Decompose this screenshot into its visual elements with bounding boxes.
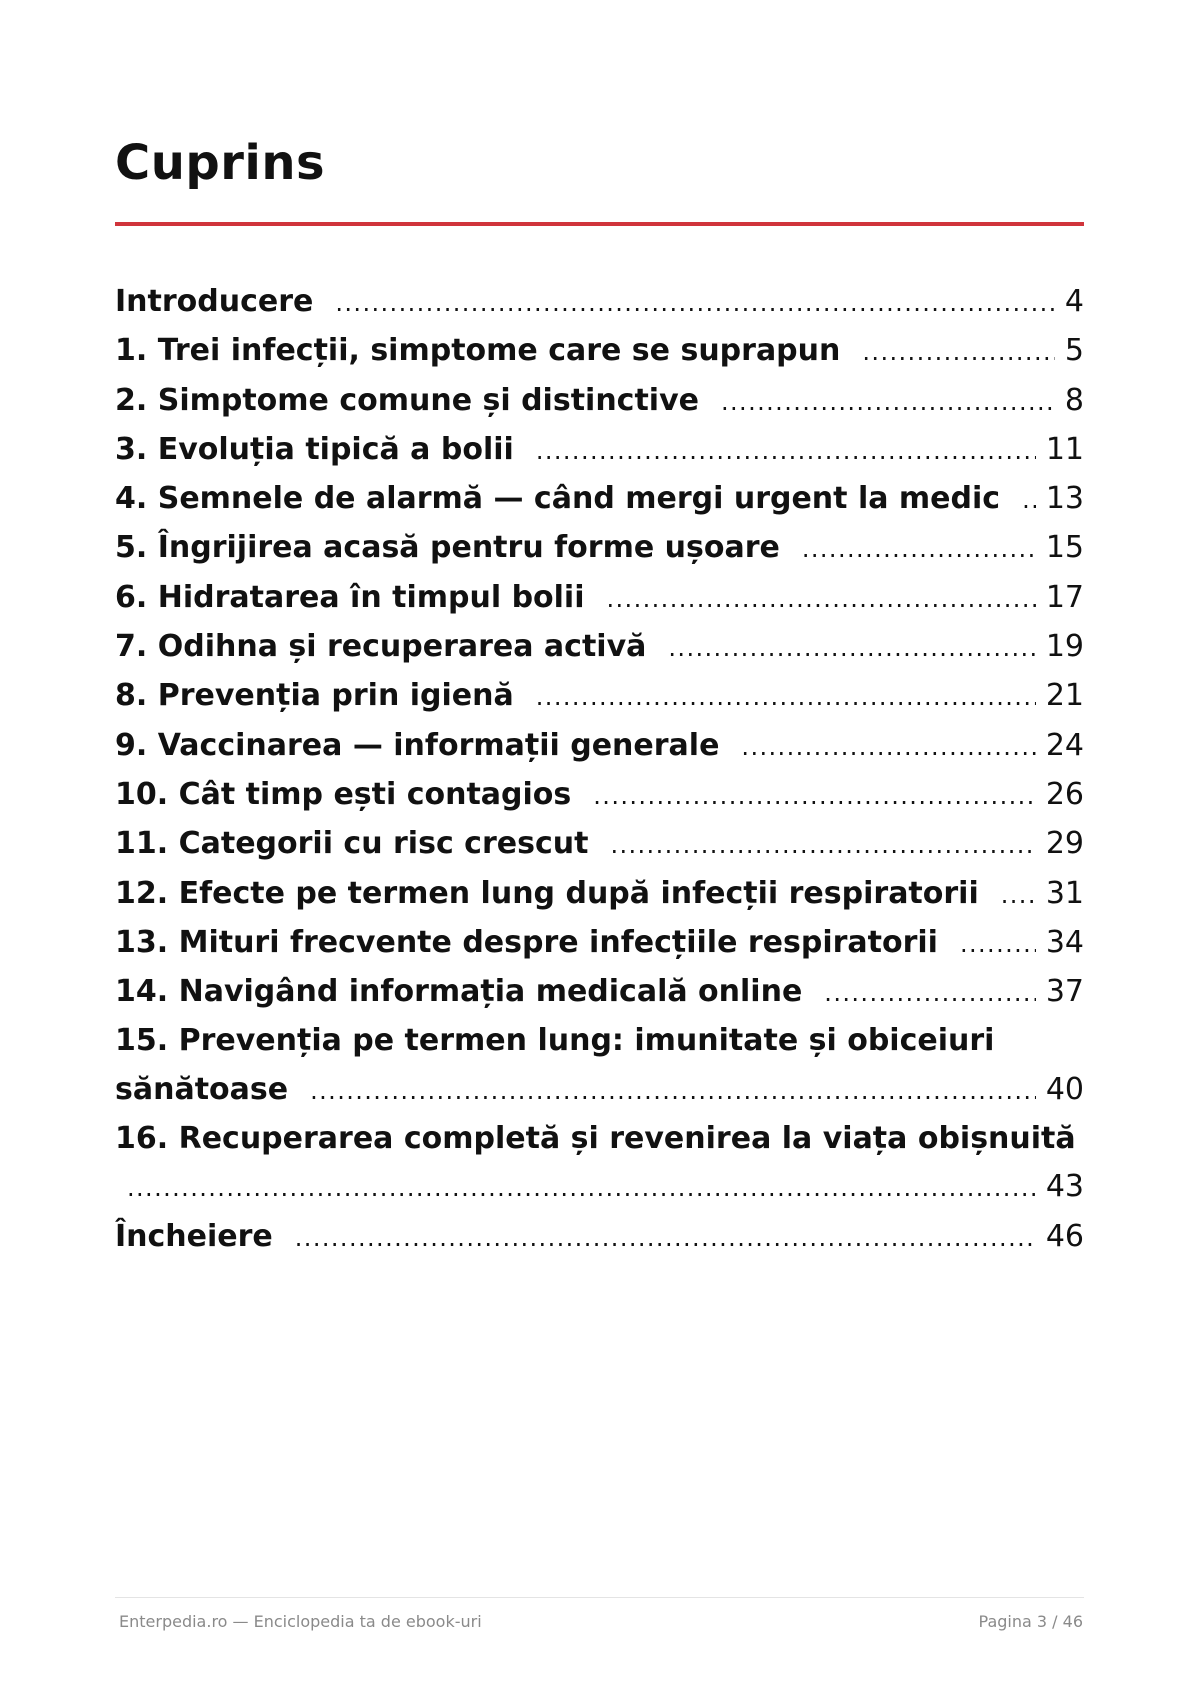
toc-entry-incheiere[interactable] bbox=[115, 1213, 1084, 1262]
toc-entry-page: 5 bbox=[1064, 333, 1084, 369]
dot-leader bbox=[668, 624, 1035, 672]
dot-leader bbox=[1001, 871, 1036, 919]
toc-entry-page: 15 bbox=[1045, 530, 1084, 566]
dot-leader bbox=[607, 575, 1036, 623]
toc-entry-page: 34 bbox=[1045, 924, 1084, 960]
toc-entry-label: 15. Prevenția pe termen lung: imunitate și obiceiuri bbox=[115, 1023, 995, 1059]
toc-entry-page: 40 bbox=[1045, 1071, 1084, 1107]
toc-entry-label: 9. Vaccinarea — informații generale bbox=[115, 727, 720, 763]
dot-leader bbox=[536, 427, 1036, 475]
toc-entry-page: 26 bbox=[1045, 776, 1084, 812]
dot-leader bbox=[721, 378, 1055, 426]
dot-leader bbox=[610, 821, 1035, 869]
toc-entry-label: 5. Îngrijirea acasă pentru forme ușoare bbox=[115, 530, 780, 566]
toc-entry-continuation bbox=[115, 1163, 1084, 1212]
toc-entry-label: Încheiere bbox=[115, 1218, 273, 1254]
toc-entry-16[interactable] bbox=[115, 1115, 1084, 1213]
toc-entry-label: 10. Cât timp ești contagios bbox=[115, 776, 572, 812]
toc-entry-continuation bbox=[115, 1066, 1084, 1115]
footer-site-name: Enterpedia.ro — Enciclopedia ta de ebook-uri bbox=[119, 1612, 482, 1631]
toc-entry-page: 8 bbox=[1064, 382, 1084, 418]
dot-leader bbox=[960, 920, 1036, 968]
toc-entry-1[interactable] bbox=[115, 327, 1084, 376]
toc-entry-label: 14. Navigând informația medicală online bbox=[115, 974, 803, 1010]
toc-entry-page: 21 bbox=[1045, 678, 1084, 714]
toc-entry-12[interactable] bbox=[115, 870, 1084, 919]
toc-entry-label: 3. Evoluția tipică a bolii bbox=[115, 431, 514, 467]
toc-entry-6[interactable] bbox=[115, 574, 1084, 623]
toc-entry-page: 43 bbox=[1045, 1169, 1084, 1205]
toc-entry-15[interactable] bbox=[115, 1017, 1084, 1115]
dot-leader bbox=[1022, 476, 1036, 524]
toc-entry-page: 13 bbox=[1045, 481, 1084, 517]
toc-entry-page: 31 bbox=[1045, 875, 1084, 911]
dot-leader bbox=[802, 525, 1036, 573]
toc-entry-page: 19 bbox=[1045, 629, 1084, 665]
title-divider bbox=[115, 222, 1084, 226]
toc-entry-label: 11. Categorii cu risc crescut bbox=[115, 826, 589, 862]
toc-entry-label: 7. Odihna și recuperarea activă bbox=[115, 629, 647, 665]
toc-entry-14[interactable] bbox=[115, 968, 1084, 1017]
dot-leader bbox=[310, 1067, 1036, 1115]
page-title: Cuprins bbox=[115, 135, 326, 191]
toc-entry-3[interactable] bbox=[115, 426, 1084, 475]
toc-entry-label: 13. Mituri frecvente despre infecțiile respiratorii bbox=[115, 924, 938, 960]
dot-leader bbox=[536, 673, 1036, 721]
dot-leader bbox=[115, 1164, 1036, 1212]
footer-divider bbox=[115, 1597, 1084, 1598]
toc-entry-page: 29 bbox=[1045, 826, 1084, 862]
toc-entry-label: 12. Efecte pe termen lung după infecții respiratorii bbox=[115, 875, 979, 911]
toc-entry-7[interactable] bbox=[115, 623, 1084, 672]
footer-page-number: Pagina 3 / 46 bbox=[978, 1612, 1083, 1631]
toc-entry-10[interactable] bbox=[115, 771, 1084, 820]
dot-leader bbox=[335, 279, 1055, 327]
toc-entry-page: 11 bbox=[1045, 431, 1084, 467]
toc-entry-13[interactable] bbox=[115, 919, 1084, 968]
toc-entry-5[interactable] bbox=[115, 524, 1084, 573]
table-of-contents bbox=[115, 278, 1084, 1262]
dot-leader bbox=[295, 1214, 1036, 1262]
toc-entry-9[interactable] bbox=[115, 722, 1084, 771]
toc-entry-page: 24 bbox=[1045, 727, 1084, 763]
dot-leader bbox=[824, 969, 1036, 1017]
dot-leader bbox=[593, 772, 1036, 820]
toc-entry-label: Introducere bbox=[115, 284, 314, 319]
toc-entry-label: 16. Recuperarea completă și revenirea la viața obișnuită bbox=[115, 1121, 1076, 1157]
toc-entry-label: 4. Semnele de alarmă — când mergi urgent la medic bbox=[115, 481, 1001, 517]
toc-entry-introducere[interactable] bbox=[115, 278, 1084, 327]
toc-entry-page: 46 bbox=[1045, 1218, 1084, 1254]
toc-entry-label: 1. Trei infecții, simptome care se suprapun bbox=[115, 333, 841, 369]
toc-entry-page: 37 bbox=[1045, 974, 1084, 1010]
toc-entry-4[interactable] bbox=[115, 475, 1084, 524]
dot-leader bbox=[741, 723, 1035, 771]
toc-entry-page: 17 bbox=[1045, 579, 1084, 615]
toc-entry-8[interactable] bbox=[115, 672, 1084, 721]
toc-entry-label: 2. Simptome comune și distinctive bbox=[115, 382, 699, 418]
toc-entry-11[interactable] bbox=[115, 820, 1084, 869]
toc-entry-label-continued: sănătoase bbox=[115, 1071, 289, 1107]
toc-entry-page: 4 bbox=[1064, 284, 1084, 319]
toc-entry-label: 6. Hidratarea în timpul bolii bbox=[115, 579, 585, 615]
toc-entry-2[interactable] bbox=[115, 377, 1084, 426]
toc-entry-label: 8. Prevenția prin igienă bbox=[115, 678, 514, 714]
dot-leader bbox=[862, 328, 1055, 376]
